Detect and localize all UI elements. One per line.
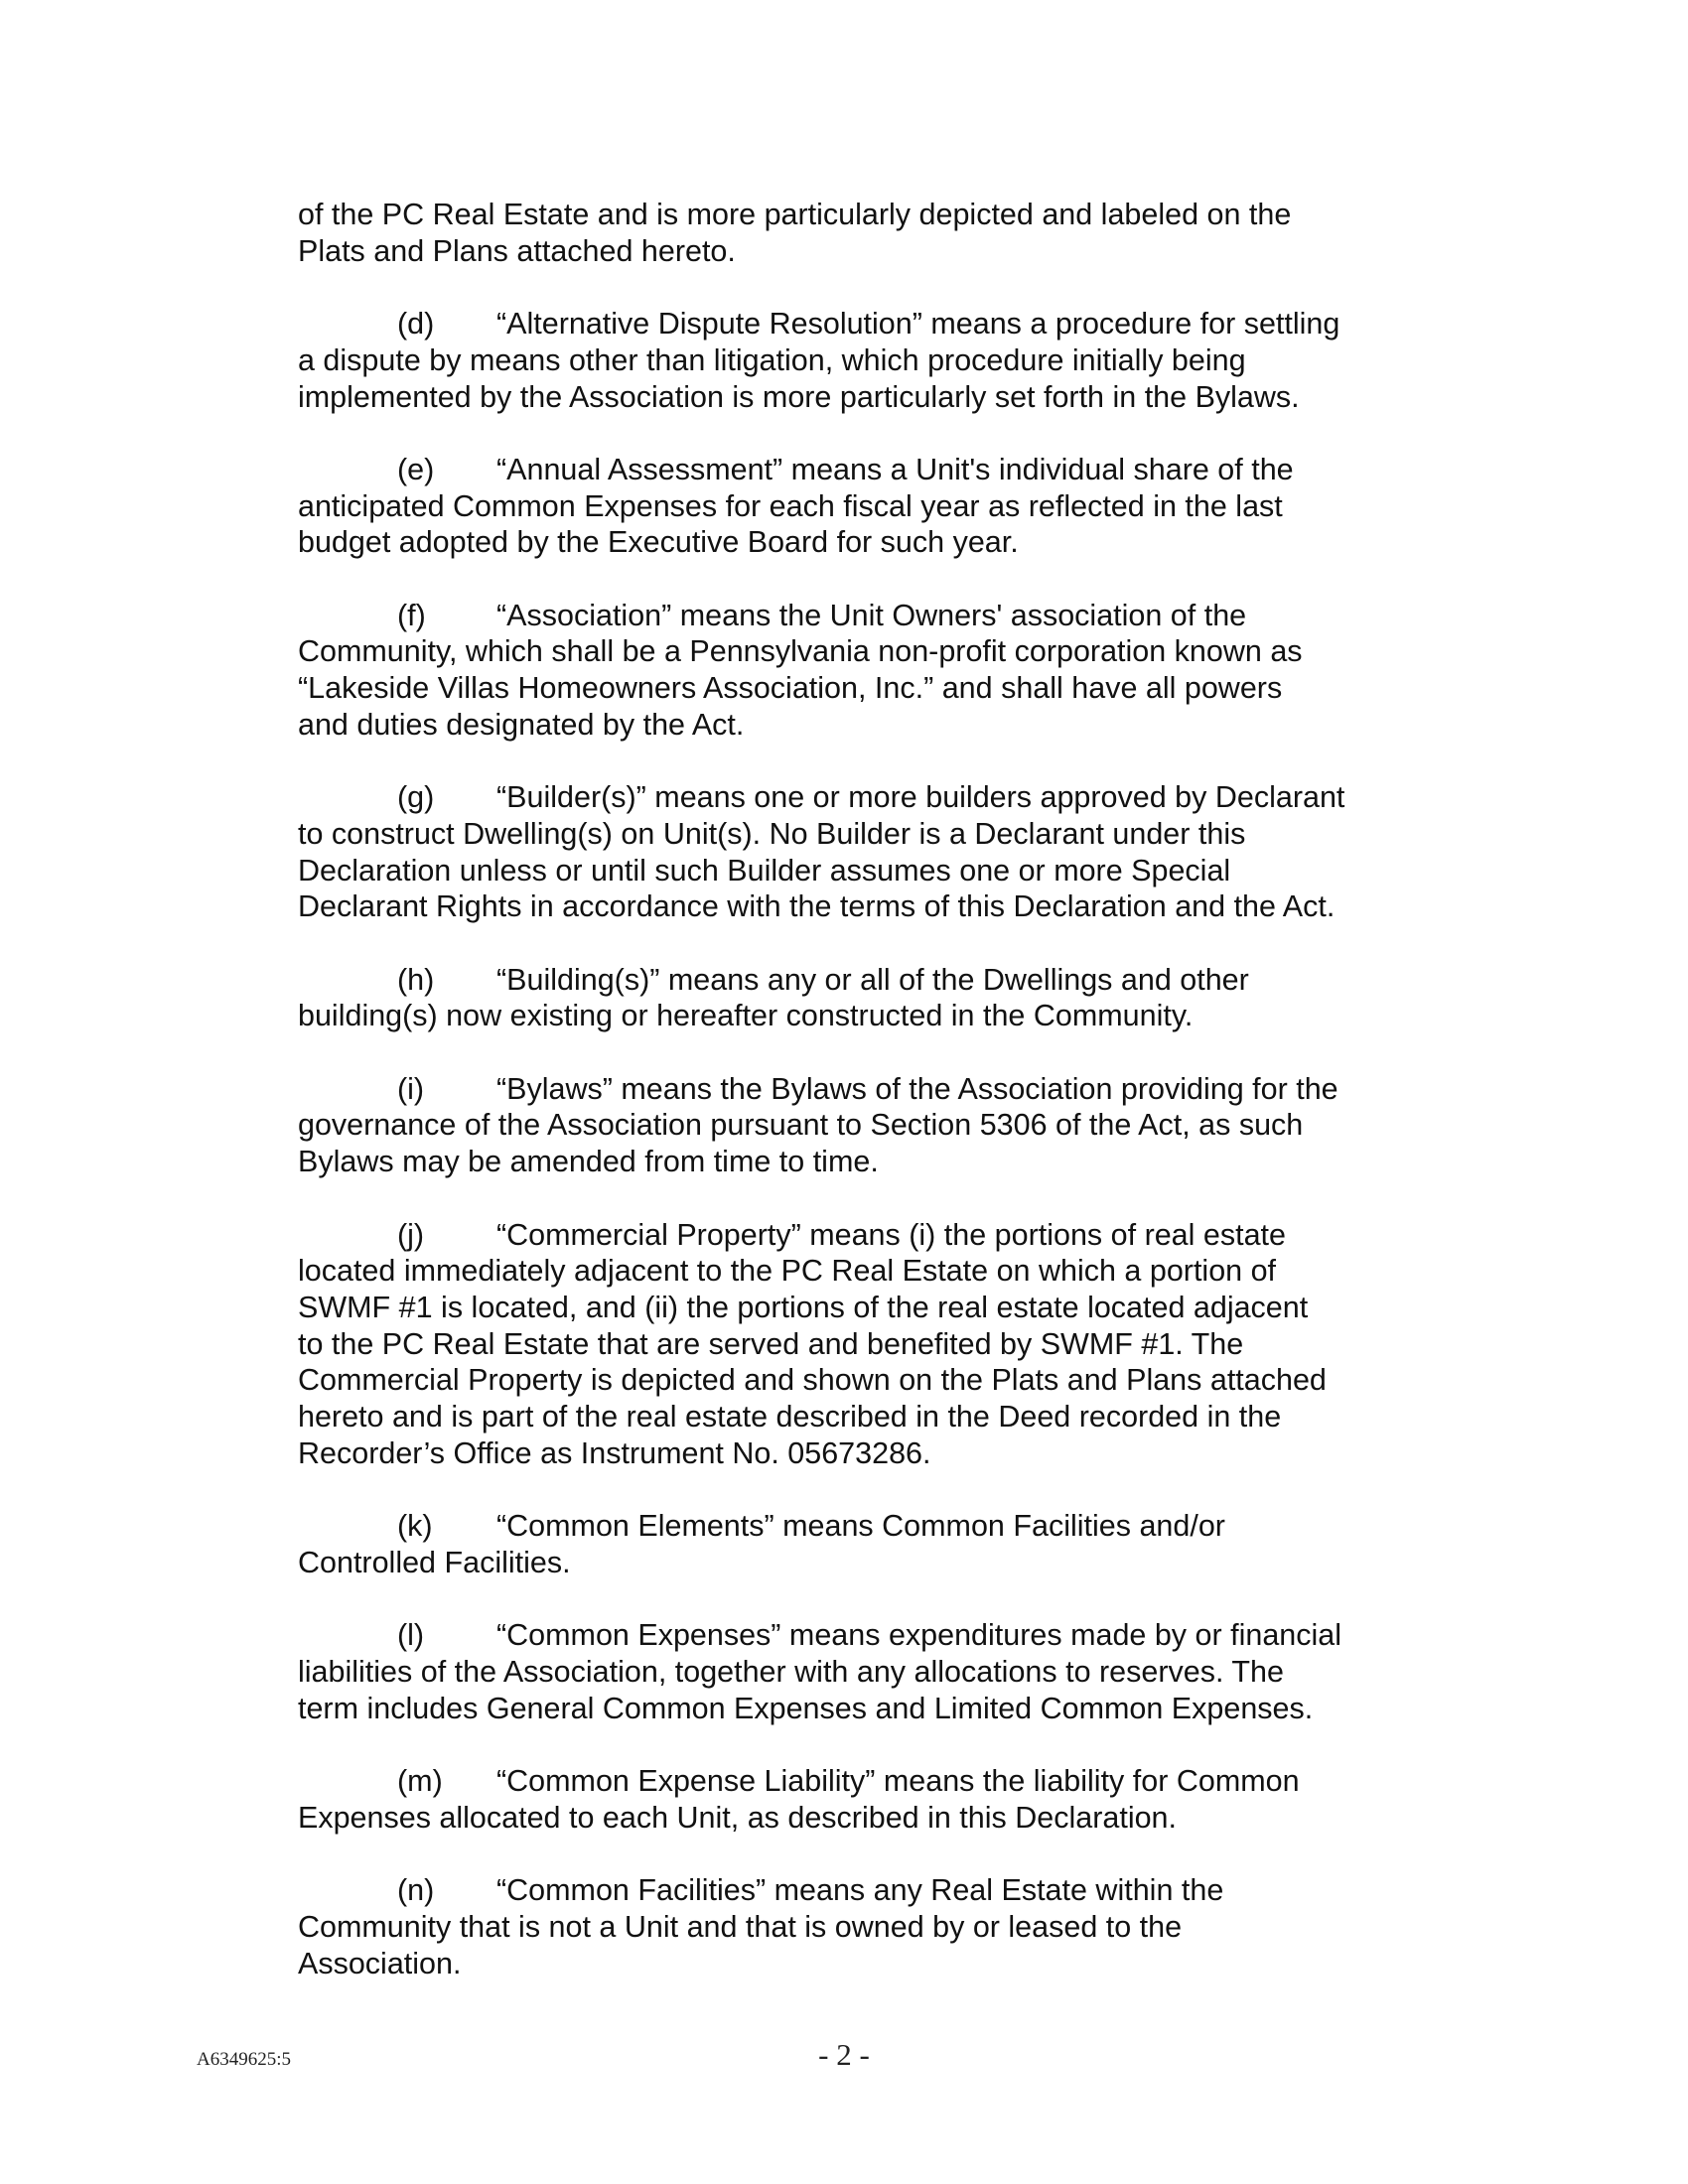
definition-marker: (j) (397, 1217, 425, 1252)
text-line: to the PC Real Estate that are served and benefited by SWMF #1. The (298, 1326, 1244, 1361)
definition-marker: (k) (397, 1509, 433, 1544)
definition-k (298, 1508, 1410, 1580)
text-line: Bylaws may be amended from time to time. (298, 1145, 879, 1179)
text-line: building(s) now existing or hereafter constructed in the Community. (298, 999, 1194, 1033)
page-number: - 2 - (818, 2037, 870, 2072)
definition-first-line (298, 1617, 1410, 1654)
definition-marker: (i) (397, 1071, 425, 1106)
text-line: Plats and Plans attached hereto. (298, 233, 736, 268)
definition-term: “Common Elements” means Common Facilities and/or (496, 1509, 1225, 1544)
continuation-paragraph (298, 197, 1410, 269)
definition-n (298, 1872, 1410, 1981)
definition-term: “Annual Assessment” means a Unit's individual share of the (496, 452, 1294, 486)
definition-first-line (298, 1872, 1410, 1909)
document-id: A6349625:5 (197, 2049, 291, 2070)
definition-term: “Builder(s)” means one or more builders approved by Declarant (496, 780, 1345, 815)
definition-term: “Common Expense Liability” means the liability for Common (496, 1764, 1300, 1799)
definition-marker: (m) (397, 1764, 443, 1799)
definition-term: “Alternative Dispute Resolution” means a procedure for settling (496, 307, 1340, 341)
definition-i (298, 1071, 1410, 1180)
definition-first-line (298, 306, 1410, 342)
text-line: anticipated Common Expenses for each fiscal year as reflected in the last (298, 488, 1283, 523)
definition-first-line (298, 1508, 1410, 1545)
text-line: Commercial Property is depicted and shown on the Plats and Plans attached (298, 1363, 1327, 1398)
definition-f (298, 598, 1410, 744)
definition-l (298, 1617, 1410, 1726)
text-line: governance of the Association pursuant to Section 5306 of the Act, as such (298, 1108, 1304, 1143)
text-line: Declarant Rights in accordance with the terms of this Declaration and the Act. (298, 889, 1336, 924)
text-line: to construct Dwelling(s) on Unit(s). No Builder is a Declarant under this (298, 816, 1246, 851)
definition-j (298, 1217, 1410, 1472)
definition-d (298, 306, 1410, 415)
definition-term: “Association” means the Unit Owners' association of the (496, 598, 1247, 632)
text-line: and duties designated by the Act. (298, 707, 745, 742)
definition-first-line (298, 962, 1410, 999)
text-line: Community, which shall be a Pennsylvania non-profit corporation known as (298, 634, 1303, 669)
text-line: term includes General Common Expenses and Limited Common Expenses. (298, 1691, 1314, 1725)
text-line: “Lakeside Villas Homeowners Association, Inc.” and shall have all powers (298, 671, 1283, 706)
text-line: located immediately adjacent to the PC Real Estate on which a portion of (298, 1254, 1277, 1289)
definition-marker: (n) (397, 1873, 435, 1908)
definition-marker: (e) (397, 452, 435, 486)
definition-term: “Building(s)” means any or all of the Dwellings and other (496, 962, 1249, 997)
definition-marker: (h) (397, 962, 435, 997)
definition-term: “Bylaws” means the Bylaws of the Association providing for the (496, 1071, 1338, 1106)
text-line: of the PC Real Estate and is more particularly depicted and labeled on the (298, 198, 1292, 231)
text-line: Declaration unless or until such Builder assumes one or more Special (298, 853, 1231, 887)
text-line: Association. (298, 1946, 462, 1980)
definition-first-line (298, 598, 1410, 634)
text-line: implemented by the Association is more particularly set forth in the Bylaws. (298, 379, 1300, 414)
definition-first-line (298, 1763, 1410, 1800)
text-line: Community that is not a Unit and that is owned by or leased to the (298, 1909, 1183, 1944)
document-body (298, 197, 1410, 2018)
definition-h (298, 962, 1410, 1034)
definition-marker: (d) (397, 307, 435, 341)
text-line: Controlled Facilities. (298, 1545, 571, 1579)
text-line: budget adopted by the Executive Board for such year. (298, 525, 1019, 560)
definition-marker: (l) (397, 1618, 425, 1653)
definition-first-line (298, 779, 1410, 816)
definition-g (298, 779, 1410, 925)
definition-first-line (298, 1217, 1410, 1254)
definition-term: “Commercial Property” means (i) the portions of real estate (496, 1217, 1286, 1252)
text-line: a dispute by means other than litigation, which procedure initially being (298, 342, 1246, 377)
definition-first-line (298, 452, 1410, 488)
definition-term: “Common Expenses” means expenditures made by or financial (496, 1618, 1342, 1653)
text-line: SWMF #1 is located, and (ii) the portions of the real estate located adjacent (298, 1290, 1309, 1324)
definition-e (298, 452, 1410, 561)
text-line: Recorder’s Office as Instrument No. 05673286. (298, 1435, 931, 1470)
definition-marker: (f) (397, 598, 426, 632)
text-line: Expenses allocated to each Unit, as described in this Declaration. (298, 1800, 1177, 1835)
text-line: liabilities of the Association, together with any allocations to reserves. The (298, 1654, 1284, 1689)
definition-m (298, 1763, 1410, 1836)
definition-first-line (298, 1071, 1410, 1108)
definition-marker: (g) (397, 780, 435, 815)
text-line: hereto and is part of the real estate described in the Deed recorded in the (298, 1400, 1282, 1434)
definition-term: “Common Facilities” means any Real Estate within the (496, 1873, 1224, 1908)
